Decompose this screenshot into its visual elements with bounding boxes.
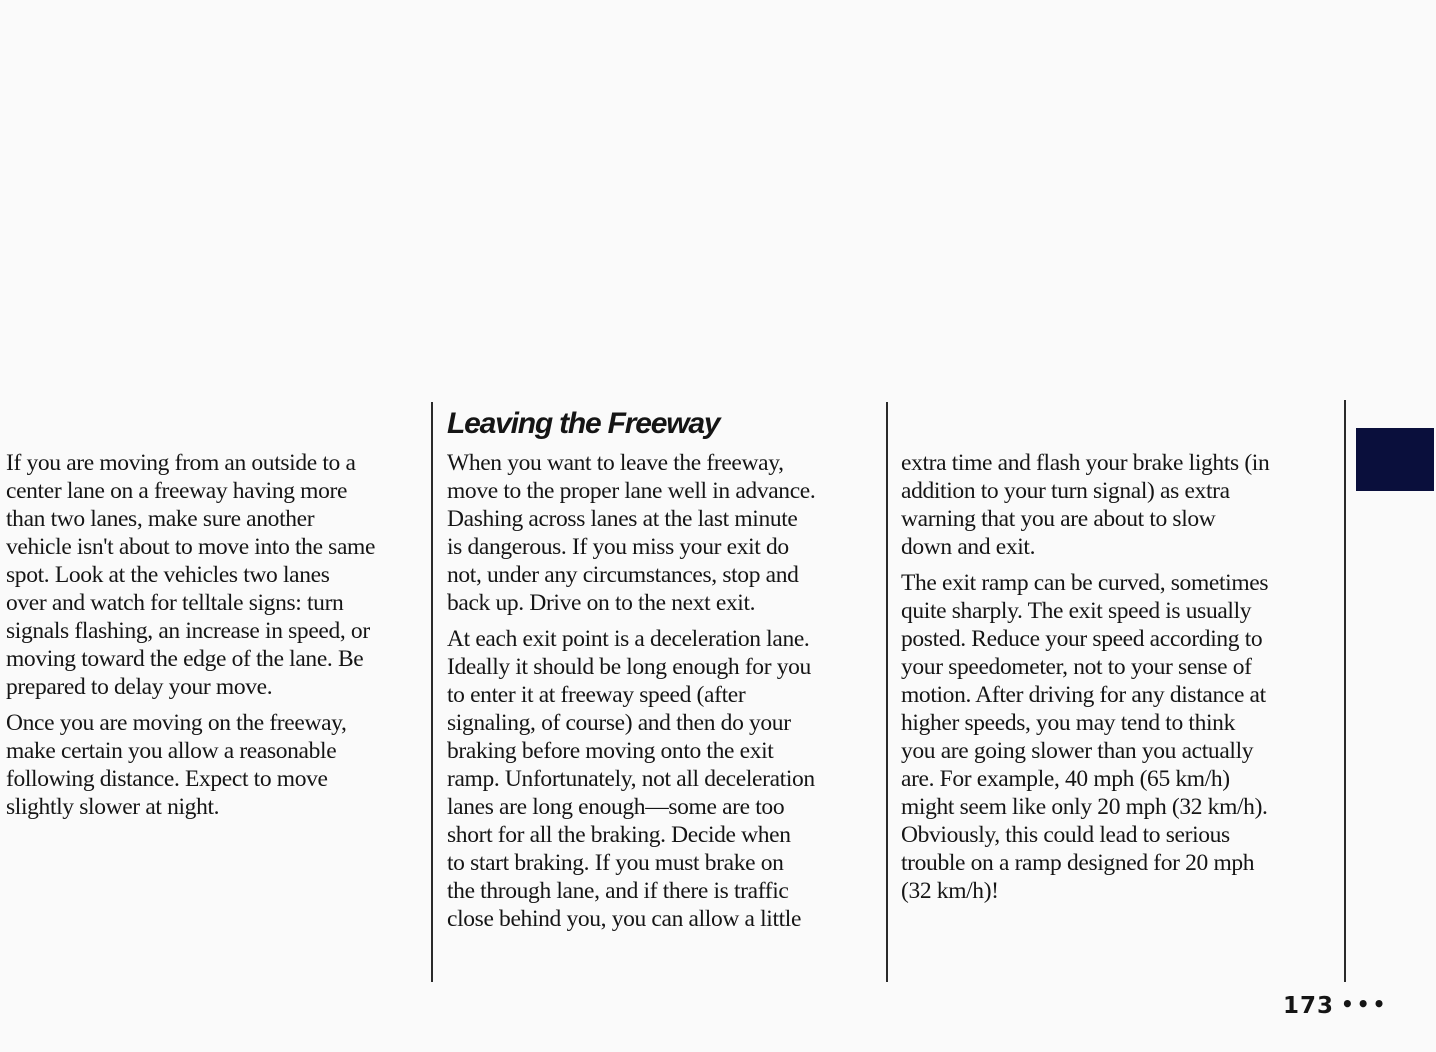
paragraph: The exit ramp can be curved, sometimes quite sharply. The exit speed is usually posted. Reduce your speed according to your speedometer, not to your sense of motion. After driving for any distance at higher speeds, you may tend to think you are going slower than you actually are. For example, 40 mph (65 km/h) might seem like only 20 mph (32 km/h). Obviously, this could lead to serious trouble on a ramp designed for 20 mph (32 km/h)! [901,570,1269,904]
paragraph: At each exit point is a deceleration lane. Ideally it should be long enough for you to enter it at freeway speed (after signaling, of course) and then do your braking before moving onto the exit ramp. Unfortunately, not all deceleration lanes are long enough—some are too short for all the braking. Decide when to start braking. If you must brake on the through lane, and if there is traffic close behind you, you can allow a little [447,626,815,932]
column-divider-left [431,402,433,982]
section-tab-marker [1356,428,1434,491]
paragraph: When you want to leave the freeway, move to the proper lane well in advance. Dashing across lanes at the last minute is dangerous. If you miss your exit do not, under any circumstances, stop and back up. Drive on to the next exit. [447,450,816,616]
paragraph: If you are moving from an outside to a center lane on a freeway having more than two lanes, make sure another vehicle isn't about to move into the same spot. Look at the vehicles two lanes over and watch for telltale signs: turn signals flashing, an increase in speed, or moving toward the edge of the lane. Be prepared to delay your move. [6,450,376,700]
text-column-1 [6,449,430,821]
text-column-2 [447,449,881,933]
page-number-dots: ••• [1341,992,1389,1016]
paragraph: Once you are moving on the freeway, make certain you allow a reasonable following distance. Expect to move slightly slower at night. [6,710,347,820]
page-number: 173 [1283,993,1335,1019]
section-heading: Leaving the Freeway [447,407,720,440]
text-column-3 [901,449,1341,905]
paragraph: extra time and flash your brake lights (in addition to your turn signal) as extra warning that you are about to slow down and exit. [901,450,1270,560]
column-divider-right [1344,400,1346,982]
column-divider-middle [886,402,888,982]
